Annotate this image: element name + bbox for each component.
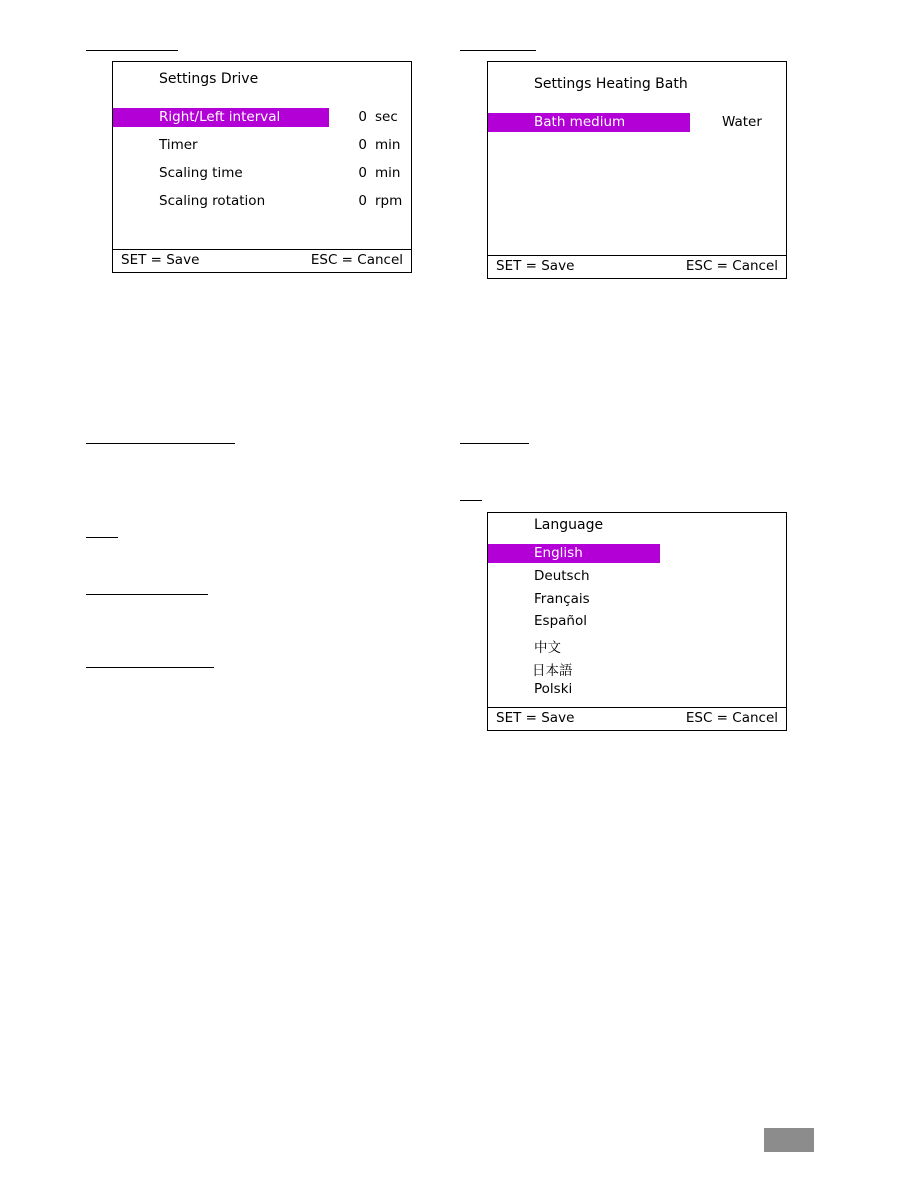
- footer-save-hint: SET = Save: [496, 258, 575, 274]
- footer-cancel-hint: ESC = Cancel: [685, 258, 778, 274]
- language-item-japanese[interactable]: [488, 658, 786, 677]
- heating-row-label: Bath medium: [534, 114, 626, 130]
- drive-row-label: Scaling rotation: [159, 193, 266, 209]
- settings-heating-bath-screen: [487, 61, 787, 279]
- language-item-label: 中文: [534, 640, 561, 656]
- drive-row-label: Scaling time: [159, 165, 243, 181]
- language-item-label: Español: [534, 613, 587, 629]
- heading-underline-section-4: [86, 594, 208, 595]
- heading-underline-heating-bath: [460, 50, 536, 51]
- settings-drive-screen: [112, 61, 412, 273]
- settings-drive-title: Settings Drive: [159, 71, 259, 87]
- page-number-box: [764, 1128, 814, 1152]
- footer-cancel-hint: ESC = Cancel: [310, 252, 403, 268]
- heading-underline-section-5: [86, 667, 214, 668]
- heading-underline-section-3: [86, 537, 118, 538]
- language-item-label: Deutsch: [534, 568, 590, 584]
- drive-row-unit: min: [375, 137, 401, 153]
- language-item-english[interactable]: [488, 544, 786, 563]
- language-item-label: Polski: [534, 681, 573, 697]
- language-item-espanol[interactable]: [488, 612, 786, 631]
- language-item-polski[interactable]: [488, 680, 786, 699]
- drive-row-label: Timer: [159, 137, 198, 153]
- language-item-label: English: [534, 545, 583, 561]
- language-footer: [488, 707, 786, 730]
- footer-save-hint: SET = Save: [496, 710, 575, 726]
- language-item-label: 日本語: [532, 663, 573, 679]
- heating-row-value: Water: [722, 114, 762, 130]
- heading-underline-drive: [86, 50, 178, 51]
- language-item-francais[interactable]: [488, 590, 786, 609]
- drive-row-unit: sec: [375, 109, 398, 125]
- language-item-label: Français: [534, 591, 590, 607]
- heading-underline-section-1: [86, 443, 235, 444]
- drive-row-value: 0: [358, 109, 367, 125]
- drive-footer: [113, 249, 411, 272]
- drive-row-right-left-interval[interactable]: [113, 108, 411, 127]
- drive-row-unit: min: [375, 165, 401, 181]
- heading-underline-language: [460, 500, 482, 501]
- drive-row-value: 0: [358, 165, 367, 181]
- heating-footer: [488, 255, 786, 278]
- drive-row-label: Right/Left interval: [159, 109, 281, 125]
- drive-row-scaling-time[interactable]: [113, 164, 411, 183]
- language-item-chinese[interactable]: [488, 635, 786, 654]
- settings-heating-bath-title: Settings Heating Bath: [534, 76, 688, 92]
- footer-cancel-hint: ESC = Cancel: [685, 710, 778, 726]
- footer-save-hint: SET = Save: [121, 252, 200, 268]
- language-screen: [487, 512, 787, 731]
- language-item-deutsch[interactable]: [488, 567, 786, 586]
- drive-row-timer[interactable]: [113, 136, 411, 155]
- heating-row-bath-medium[interactable]: [488, 113, 786, 132]
- language-title: Language: [534, 517, 604, 533]
- heading-underline-section-2: [460, 443, 529, 444]
- drive-row-unit: rpm: [375, 193, 403, 209]
- drive-row-scaling-rotation[interactable]: [113, 192, 411, 211]
- drive-row-value: 0: [358, 137, 367, 153]
- drive-row-value: 0: [358, 193, 367, 209]
